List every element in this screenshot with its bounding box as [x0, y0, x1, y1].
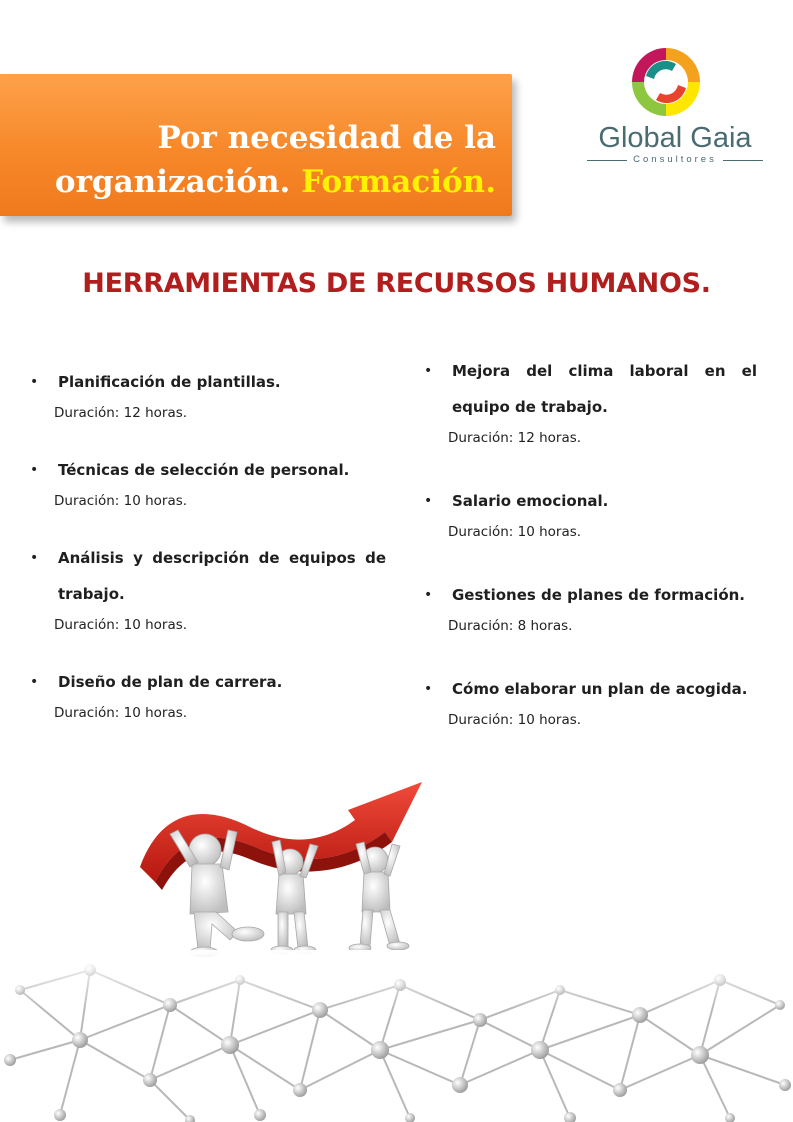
logo-subtitle: Consultores [585, 154, 765, 168]
course-title: Técnicas de selección de personal. [58, 461, 350, 479]
logo-mark-icon [585, 44, 765, 122]
bullet-icon: • [30, 374, 39, 390]
banner-title [26, 116, 496, 204]
course-title: Diseño de plan de carrera. [58, 673, 283, 691]
course-duration: Duración: 10 horas. [448, 524, 582, 540]
banner-title-highlight: Formación. [301, 164, 496, 200]
network-background-illustration [0, 950, 793, 1122]
course-duration: Duración: 12 horas. [54, 405, 188, 421]
course-title: Mejora del clima laboral en el equipo de trabajo. [452, 362, 757, 416]
course-item [424, 483, 757, 543]
bullet-icon: • [30, 462, 39, 478]
course-title: Gestiones de planes de formación. [452, 586, 745, 604]
course-item [424, 577, 757, 637]
course-item [424, 353, 757, 449]
bullet-icon: • [424, 681, 433, 697]
bullet-icon: • [424, 493, 433, 509]
bullet-icon: • [30, 674, 39, 690]
course-duration: Duración: 10 horas. [54, 705, 188, 721]
teamwork-arrow-illustration [130, 772, 430, 962]
bullet-icon: • [424, 587, 433, 603]
course-item [30, 364, 386, 424]
course-duration: Duración: 8 horas. [448, 618, 573, 634]
course-list-right [424, 353, 757, 765]
page-title: HERRAMIENTAS DE RECURSOS HUMANOS. [82, 268, 711, 299]
bullet-icon: • [424, 363, 433, 379]
course-title: Planificación de plantillas. [58, 373, 281, 391]
course-item [30, 540, 386, 636]
course-duration: Duración: 10 horas. [54, 617, 188, 633]
course-title: Salario emocional. [452, 492, 609, 510]
global-gaia-logo [585, 44, 765, 174]
course-item [30, 452, 386, 512]
course-list-left [30, 364, 386, 752]
course-item [30, 664, 386, 724]
course-duration: Duración: 10 horas. [54, 493, 188, 509]
header-banner [0, 74, 512, 216]
banner-title-text: Por necesidad de la organización. [54, 120, 496, 200]
course-title: Análisis y descripción de equipos de trabajo. [58, 549, 386, 603]
course-duration: Duración: 10 horas. [448, 712, 582, 728]
logo-name: Global Gaia [598, 122, 752, 154]
course-duration: Duración: 12 horas. [448, 430, 582, 446]
course-title: Cómo elaborar un plan de acogida. [452, 680, 748, 698]
bullet-icon: • [30, 550, 39, 566]
course-item [424, 671, 757, 731]
